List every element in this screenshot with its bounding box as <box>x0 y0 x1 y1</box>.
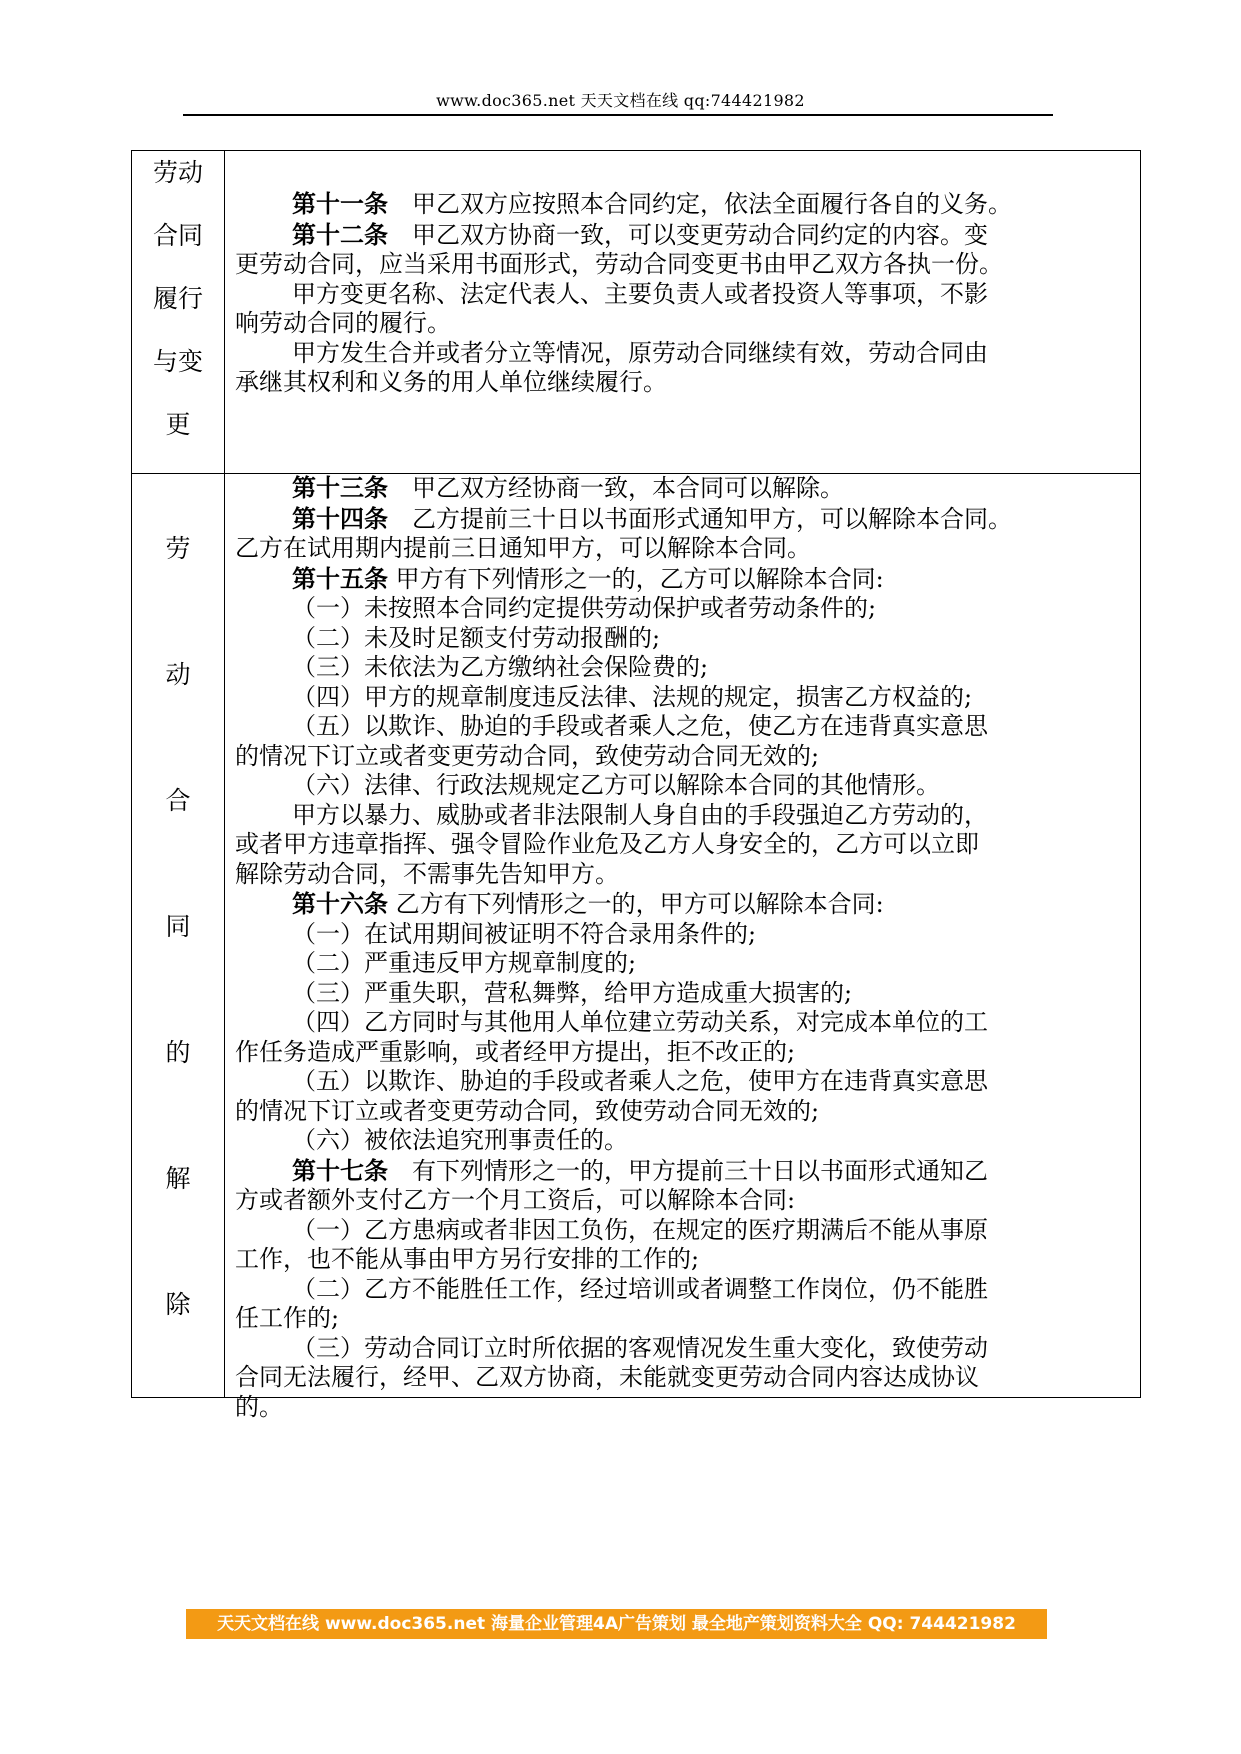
paragraph-line <box>235 1038 1131 1068</box>
paragraph-line <box>235 830 1131 860</box>
paragraph-line <box>235 1245 1131 1275</box>
paragraph-line <box>235 801 1131 831</box>
paragraph-text: （一）未按照本合同约定提供劳动保护或者劳动条件的; <box>292 594 877 622</box>
column-divider <box>224 151 225 1397</box>
paragraph-line <box>235 534 1131 564</box>
paragraph-text: （二）未及时足额支付劳动报酬的; <box>292 623 661 652</box>
paragraph-line <box>235 1393 1131 1423</box>
paragraph-text: 承继其权利和义务的用人单位继续履行。 <box>235 368 667 396</box>
paragraph-line <box>235 889 1131 920</box>
paragraph-text: （二）严重违反甲方规章制度的; <box>292 949 637 977</box>
paragraph-text: 的。 <box>235 1392 283 1421</box>
section-label-termination <box>132 473 224 1399</box>
article-number: 第十一条 <box>292 189 388 218</box>
paragraph-text: （三）劳动合同订立时所依据的客观情况发生重大变化，致使劳动 <box>292 1333 988 1362</box>
section-label-line: 更 <box>165 410 191 439</box>
section-label-line: 合同 <box>152 221 203 250</box>
paragraph-text: 的情况下订立或者变更劳动合同，致使劳动合同无效的; <box>235 1096 820 1125</box>
paragraph-text: 方或者额外支付乙方一个月工资后，可以解除本合同: <box>235 1186 796 1214</box>
paragraph-line <box>235 473 1131 504</box>
section-label-performance-change <box>132 151 224 473</box>
paragraph-line <box>235 189 1131 220</box>
paragraph-line <box>235 339 1131 369</box>
paragraph-text: 有下列情形之一的，甲方提前三十日以书面形式通知乙 <box>388 1156 988 1185</box>
paragraph-line <box>235 220 1131 251</box>
paragraph-text: 甲乙双方经协商一致，本合同可以解除。 <box>388 474 844 502</box>
article-number: 第十七条 <box>292 1155 388 1185</box>
paragraph-line <box>235 1067 1131 1097</box>
article-number: 第十二条 <box>292 219 388 249</box>
paragraph-text: 解除劳动合同，不需事先告知甲方。 <box>235 859 619 888</box>
paragraph-text: 甲乙双方应按照本合同约定，依法全面履行各自的义务。 <box>388 190 1012 218</box>
paragraph-text: 甲方以暴力、威胁或者非法限制人身自由的手段强迫乙方劳动的， <box>292 800 988 829</box>
paragraph-line <box>235 653 1131 683</box>
paragraph-text: 的情况下订立或者变更劳动合同，致使劳动合同无效的; <box>235 741 820 770</box>
paragraph-text: （三）未依法为乙方缴纳社会保险费的; <box>292 653 709 681</box>
paragraph-line <box>235 920 1131 950</box>
paragraph-line <box>235 742 1131 772</box>
paragraph-text: 甲方变更名称、法定代表人、主要负责人或者投资人等事项，不影 <box>292 279 988 308</box>
paragraph-text: 甲乙双方协商一致，可以变更劳动合同约定的内容。变 <box>388 220 988 249</box>
section-label-line: 合 <box>165 786 191 815</box>
paragraph-line <box>235 1275 1131 1305</box>
paragraph-line <box>235 1008 1131 1038</box>
section-label-line: 动 <box>165 660 191 689</box>
paragraph-line <box>235 1097 1131 1127</box>
paragraph-text: 更劳动合同，应当采用书面形式，劳动合同变更书由甲乙双方各执一份。 <box>235 250 1003 278</box>
paragraph-text: 响劳动合同的履行。 <box>235 309 451 337</box>
paragraph-text: （四）乙方同时与其他用人单位建立劳动关系，对完成本单位的工 <box>292 1008 988 1036</box>
paragraph-text: （四）甲方的规章制度违反法律、法规的规定，损害乙方权益的; <box>292 682 973 711</box>
paragraph-line <box>235 1156 1131 1187</box>
section-label-line: 劳动 <box>152 158 203 187</box>
paragraph-line <box>235 860 1131 890</box>
paragraph-text: 乙方在试用期内提前三日通知甲方，可以解除本合同。 <box>235 534 811 562</box>
section-label-line: 劳 <box>165 534 191 563</box>
paragraph-line <box>235 979 1131 1009</box>
paragraph-text: 工作，也不能从事由甲方另行安排的工作的; <box>235 1245 700 1273</box>
paragraph-text: 任工作的; <box>235 1304 340 1332</box>
section-label-line: 除 <box>165 1290 191 1319</box>
paragraph-text: 乙方有下列情形之一的，甲方可以解除本合同: <box>388 890 884 918</box>
paragraph-text: （五）以欺诈、胁迫的手段或者乘人之危，使甲方在违背真实意思 <box>292 1067 988 1095</box>
section-content-termination <box>235 473 1131 1422</box>
paragraph-line <box>235 1334 1131 1364</box>
section-label-line: 同 <box>165 912 191 941</box>
paragraph-text: （五）以欺诈、胁迫的手段或者乘人之危，使乙方在违背真实意思 <box>292 712 988 740</box>
paragraph-line <box>235 309 1131 339</box>
section-label-line: 解 <box>165 1164 191 1193</box>
article-number: 第十四条 <box>292 503 388 533</box>
article-number: 第十五条 <box>292 563 388 593</box>
paragraph-line <box>235 504 1131 535</box>
paragraph-line <box>235 1304 1131 1334</box>
paragraph-line <box>235 250 1131 280</box>
paragraph-line <box>235 594 1131 624</box>
section-label-line: 履行 <box>152 284 203 313</box>
paragraph-text: （一）乙方患病或者非因工负伤，在规定的医疗期满后不能从事原 <box>292 1215 988 1244</box>
paragraph-line <box>235 712 1131 742</box>
paragraph-line <box>235 280 1131 310</box>
contract-table <box>131 150 1141 1421</box>
paragraph-line <box>235 624 1131 654</box>
article-number: 第十六条 <box>292 889 388 918</box>
paragraph-text: （一）在试用期间被证明不符合录用条件的; <box>292 919 757 948</box>
article-number: 第十三条 <box>292 473 388 502</box>
paragraph-text: 或者甲方违章指挥、强令冒险作业危及乙方人身安全的，乙方可以立即 <box>235 830 979 858</box>
paragraph-line <box>235 1186 1131 1216</box>
paragraph-line <box>235 771 1131 801</box>
section-label-line: 的 <box>165 1038 191 1067</box>
footer-banner: 天天文档在线 www.doc365.net 海量企业管理4A广告策划 最全地产策划资料大全 QQ: 744421982 <box>186 1609 1047 1639</box>
paragraph-line <box>235 1126 1131 1156</box>
paragraph-line <box>235 949 1131 979</box>
paragraph-text: 作任务造成严重影响，或者经甲方提出，拒不改正的; <box>235 1037 796 1066</box>
header-rule <box>183 114 1053 116</box>
paragraph-text: 合同无法履行，经甲、乙双方协商，未能就变更劳动合同内容达成协议 <box>235 1363 979 1391</box>
paragraph-line <box>235 1363 1131 1393</box>
paragraph-text: （二）乙方不能胜任工作，经过培训或者调整工作岗位，仍不能胜 <box>292 1274 988 1303</box>
paragraph-line <box>235 683 1131 713</box>
paragraph-text: （三）严重失职，营私舞弊，给甲方造成重大损害的; <box>292 978 853 1007</box>
page-header-text: www.doc365.net 天天文档在线 qq:744421982 <box>436 91 805 110</box>
section-content-performance-change <box>235 189 1131 398</box>
paragraph-text: （六）法律、行政法规规定乙方可以解除本合同的其他情形。 <box>292 771 940 799</box>
paragraph-line <box>235 564 1131 595</box>
paragraph-line <box>235 368 1131 398</box>
paragraph-text: 乙方提前三十日以书面形式通知甲方，可以解除本合同。 <box>388 504 1012 533</box>
paragraph-line <box>235 1216 1131 1246</box>
paragraph-text: 甲方有下列情形之一的，乙方可以解除本合同: <box>388 564 884 593</box>
section-label-line: 与变 <box>152 347 203 376</box>
paragraph-text: 甲方发生合并或者分立等情况，原劳动合同继续有效，劳动合同由 <box>292 338 988 367</box>
paragraph-text: （六）被依法追究刑事责任的。 <box>292 1126 628 1154</box>
